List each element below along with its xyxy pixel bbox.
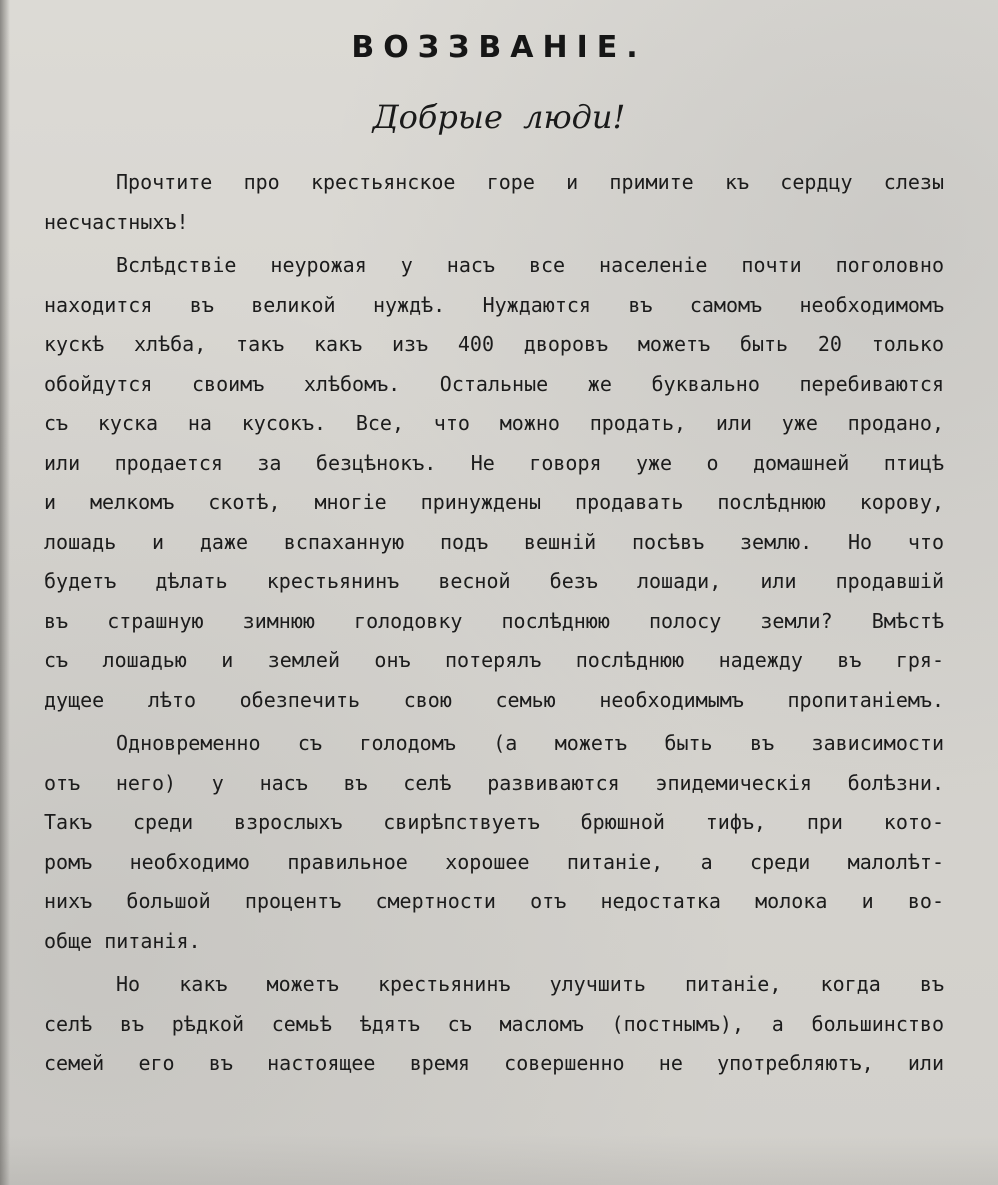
text-line: или продается за безцѣнокъ. Не говоря уже о домашней птицѣ <box>44 450 944 475</box>
text-line: Такъ среди взрослыхъ свирѣпствуетъ брюшной тифъ, при кото- <box>44 810 944 834</box>
text-line: ромъ необходимо правильное хорошее питанiе, а среди малолѣт- <box>44 849 944 874</box>
text-line: лошадь и даже вспаханную подъ вешнiй посѣвъ землю. Но что <box>44 529 944 554</box>
text-line: находится въ великой нуждѣ. Нуждаются въ самомъ необходимомъ <box>44 292 944 317</box>
page-bottom-shade <box>0 1135 998 1185</box>
paragraph <box>44 965 944 1084</box>
document-body <box>44 163 944 1084</box>
text-line: Вслѣдствiе неурожая у насъ все населенiе почти поголовно <box>116 253 944 277</box>
document-title: ВОЗЗВАНIЕ. <box>351 30 647 65</box>
text-line: Но какъ можетъ крестьянинъ улучшить питанiе, когда въ <box>116 972 944 996</box>
text-line: отъ него) у насъ въ селѣ развиваются эпидемическiя болѣзни. <box>44 770 944 795</box>
page-left-shadow <box>0 0 10 1185</box>
paragraph <box>44 246 944 720</box>
paragraph <box>44 163 944 242</box>
text-line: селѣ въ рѣдкой семьѣ ѣдятъ съ масломъ (постнымъ), а большинство <box>44 1011 944 1036</box>
text-line: несчастныхъ! <box>44 209 189 234</box>
document-subtitle: Добрые люди! <box>372 98 626 136</box>
paragraph <box>44 724 944 961</box>
text-line: семей его въ настоящее время совершенно не употребляютъ, или <box>44 1051 944 1075</box>
text-line: и мелкомъ скотѣ, многiе принуждены продавать послѣднюю корову, <box>44 490 944 514</box>
text-line: кускѣ хлѣба, такъ какъ изъ 400 дворовъ можетъ быть 20 только <box>44 332 944 356</box>
text-line: Одновременно съ голодомъ (а можетъ быть въ зависимости <box>116 731 944 755</box>
text-line: нихъ большой процентъ смертности отъ недостатка молока и во- <box>44 889 944 913</box>
text-line: въ страшную зимнюю голодовку послѣднюю полосу земли? Вмѣстѣ <box>44 608 944 633</box>
text-line: Прочтите про крестьянское горе и примите къ сердцу слезы <box>116 170 944 194</box>
text-line: съ лошадью и землей онъ потерялъ послѣднюю надежду въ гря- <box>44 648 944 672</box>
text-line: обще питанiя. <box>44 928 201 953</box>
text-line: обойдутся своимъ хлѣбомъ. Остальные же буквально перебиваются <box>44 371 944 396</box>
text-line: дущее лѣто обезпечить свою семью необходимымъ пропитанiемъ. <box>44 687 944 712</box>
text-line: съ куска на кусокъ. Все, что можно продать, или уже продано, <box>44 411 944 435</box>
text-line: будетъ дѣлать крестьянинъ весной безъ лошади, или продавшiй <box>44 569 944 593</box>
